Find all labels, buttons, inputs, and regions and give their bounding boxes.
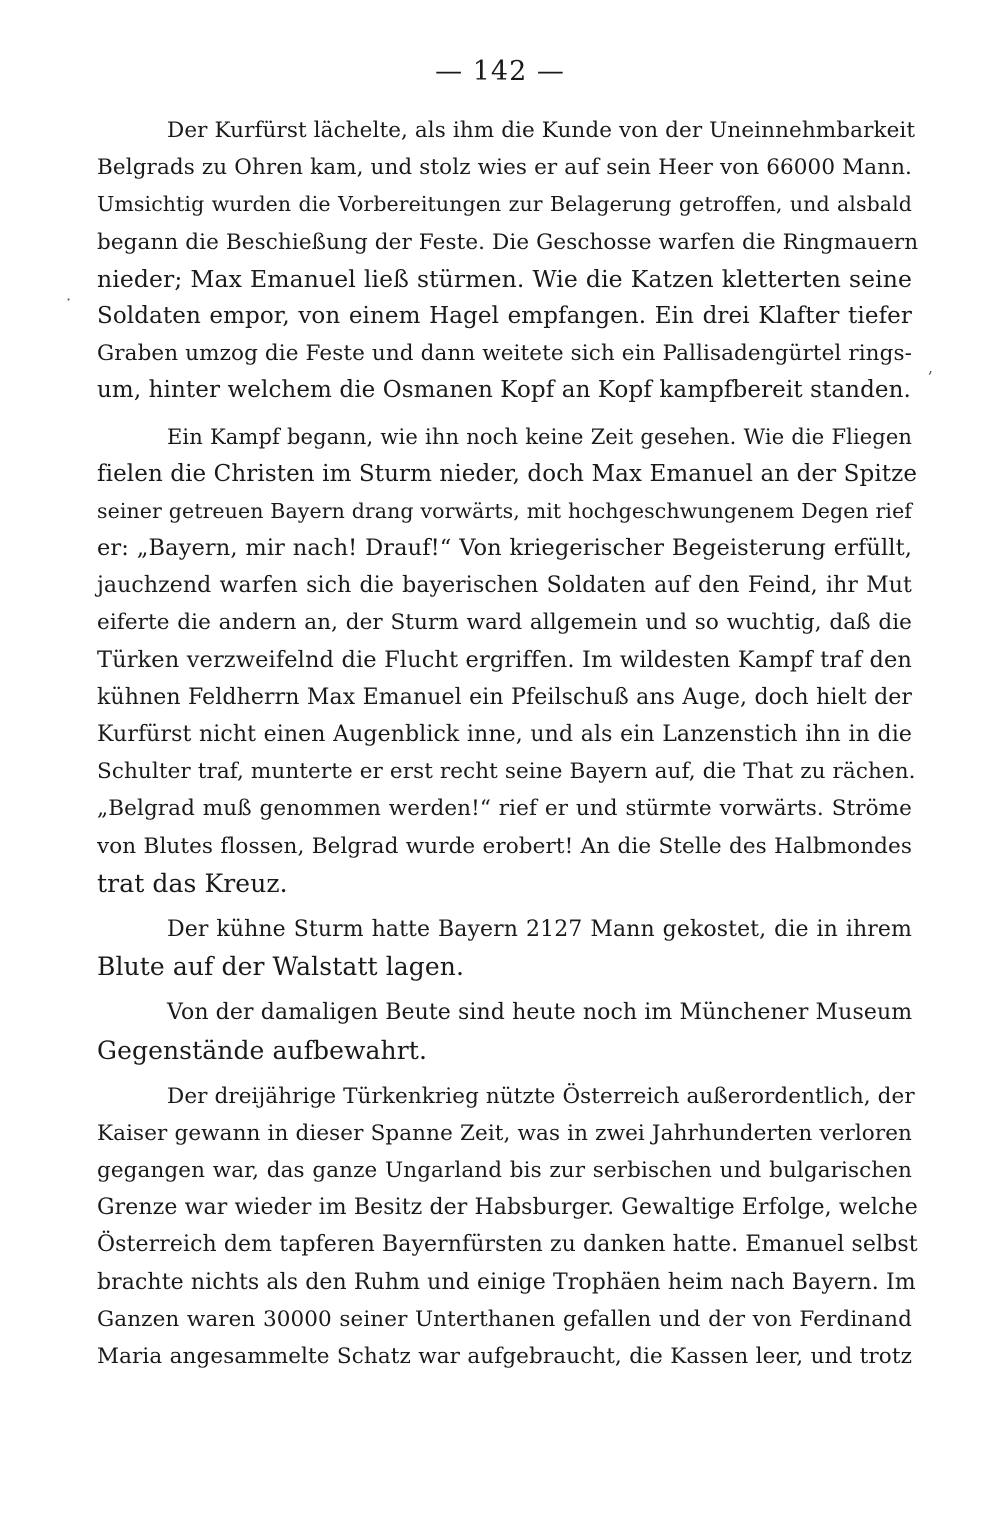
text-line: Österreich dem tapferen Bayernfürsten zu danken hatte. Emanuel selbst [97,1232,918,1258]
text-line: Ein Kampf begann, wie ihn noch keine Zeit gesehen. Wie die Fliegen [167,424,912,449]
text-line: brachte nichts als den Ruhm und einige Trophäen heim nach Bayern. Im [97,1269,916,1295]
margin-mark: · [66,290,72,309]
text-line: trat das Kreuz. [97,868,288,898]
text-line: Graben umzog die Feste und dann weitete sich ein Pallisadengürtel rings- [97,341,912,367]
text-line: Kaiser gewann in dieser Spanne Zeit, was in zwei Jahrhunderten verloren [97,1120,912,1146]
text-line: eiferte die andern an, der Sturm ward allgemein und so wuchtig, daß die [97,610,912,636]
paragraph [97,994,912,1068]
text-line: Der kühne Sturm hatte Bayern 2127 Mann gekostet, die in ihrem [167,916,912,942]
paragraph [97,911,912,985]
text-line: von Blutes flossen, Belgrad wurde erobert! An die Stelle des Halbmondes [97,833,912,859]
paragraph [97,419,918,902]
text-line: Der dreijährige Türkenkrieg nützte Österreich außerordentlich, der [167,1083,915,1109]
text-line: um, hinter welchem die Osmanen Kopf an Kopf kampfbereit standen. [97,377,911,404]
text-line: Gegenstände aufbewahrt. [97,1035,427,1065]
text-line: Soldaten empor, von einem Hagel empfangen. Ein drei Klafter tiefer [97,302,912,329]
text-line: Schulter traf, munterte er erst recht seine Bayern auf, die That zu rächen. [97,759,916,785]
paragraph [97,112,919,410]
text-line: fielen die Christen im Sturm nieder, doch Max Emanuel an der Spitze [97,460,918,487]
page-number: — 142 — [435,56,565,87]
body-text [97,112,919,1375]
text-line: Ganzen waren 30000 seiner Unterthanen gefallen und der von Ferdinand [97,1306,912,1332]
text-line: Kurfürst nicht einen Augenblick inne, und als ein Lanzenstich ihn in die [97,722,912,747]
text-line: Maria angesammelte Schatz war aufgebraucht, die Kassen leer, und trotz [97,1344,912,1369]
text-line: Von der damaligen Beute sind heute noch im Münchener Museum [167,1000,913,1026]
text-line: Türken verzweifelnd die Flucht ergriffen. Im wildesten Kampf traf den [97,646,912,673]
text-line: jauchzend warfen sich die bayerischen Soldaten auf den Feind, ihr Mut [97,573,912,599]
text-line: kühnen Feldherrn Max Emanuel ein Pfeilschuß ans Auge, doch hielt der [97,684,912,710]
text-line: begann die Beschießung der Feste. Die Geschosse warfen die Ringmauern [97,229,919,255]
text-line: gegangen war, das ganze Ungarland bis zur serbischen und bulgarischen [97,1158,912,1184]
text-line: Der Kurfürst lächelte, als ihm die Kunde von der Uneinnehmbarkeit [167,118,916,143]
paragraph [97,1078,918,1376]
text-line: „Belgrad muß genommen werden!“ rief er und stürmte vorwärts. Ströme [97,796,912,822]
text-line: er: „Bayern, mir nach! Drauf!“ Von kriegerischer Begeisterung erfüllt, [97,535,912,562]
text-line: Grenze war wieder im Besitz der Habsburger. Gewaltige Erfolge, welche [97,1195,918,1221]
text-line: Umsichtig wurden die Vorbereitungen zur Belagerung getroffen, und alsbald [97,192,912,217]
text-line: seiner getreuen Bayern drang vorwärts, mit hochgeschwungenem Degen rief [97,498,912,523]
text-line: Blute auf der Walstatt lagen. [97,952,465,982]
text-line: Belgrads zu Ohren kam, und stolz wies er auf sein Heer von 66000 Mann. [97,155,912,181]
margin-mark: , [928,358,934,377]
text-line: nieder; Max Emanuel ließ stürmen. Wie die Katzen kletterten seine [97,264,912,293]
